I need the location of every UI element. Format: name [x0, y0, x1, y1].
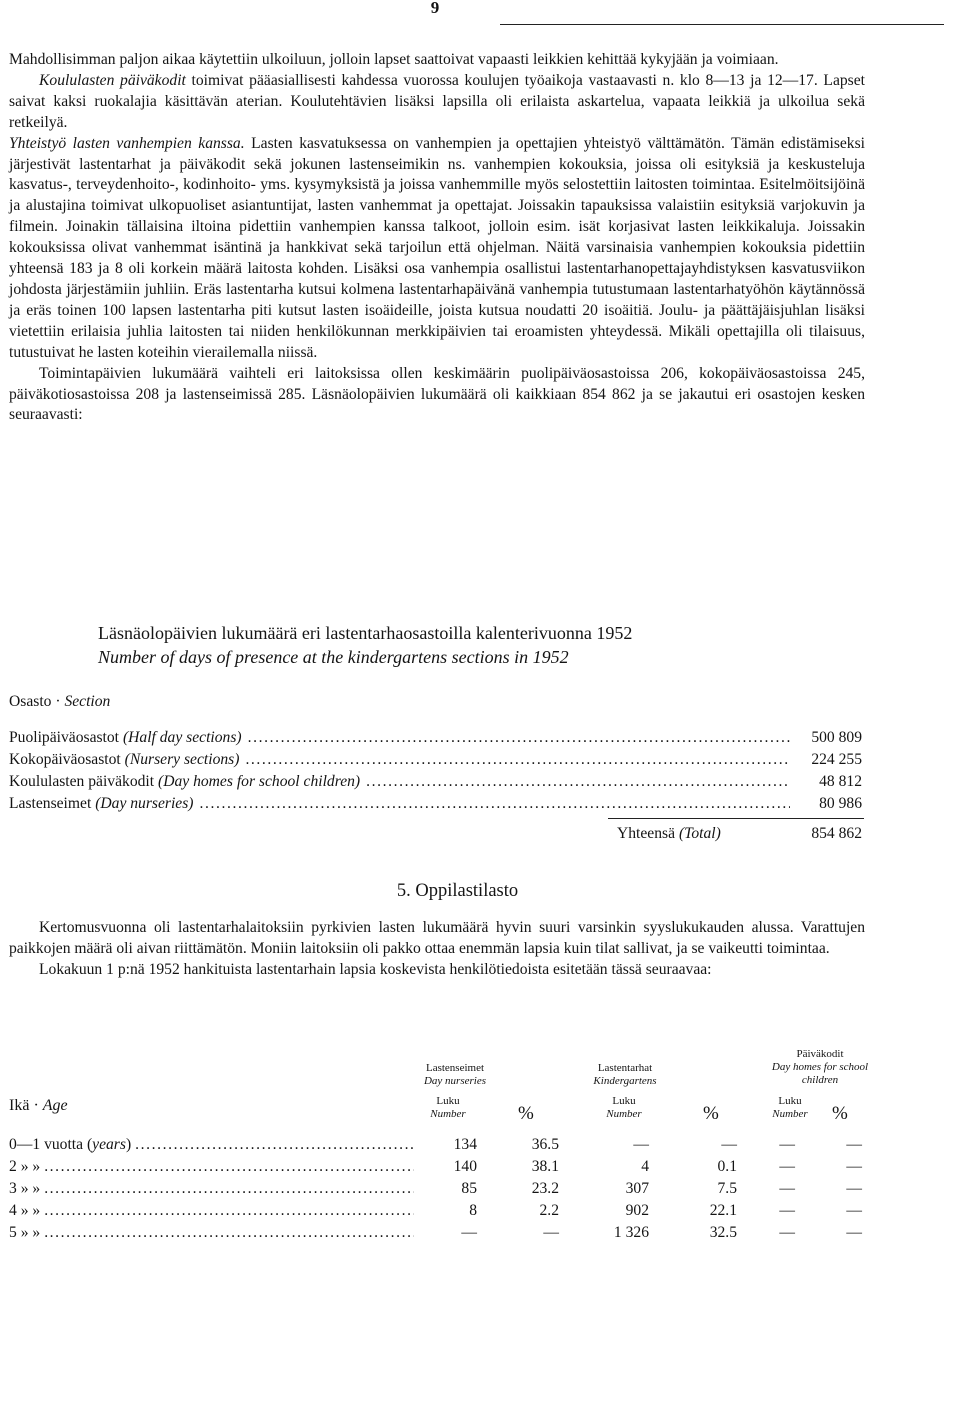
table2-cell-lp: 2.2	[539, 1202, 559, 1219]
table2-pct-header: %	[703, 1103, 719, 1124]
table2-cell-pp: —	[846, 1158, 862, 1175]
dot-leader	[242, 729, 790, 747]
table2-cell-pn: —	[779, 1158, 795, 1175]
table2-row	[9, 1180, 865, 1202]
table2-group-header-day-homes: Päiväkodit Day homes for school children	[771, 1048, 869, 1086]
paragraph-school-day-homes: Koululasten päiväkodit toimivat pääasiallisesti kahdessa vuorossa koulujen työaikoja vastaavasti n. klo 8—13 ja 12—17. Lapset saivat kaksi ruokalajia käsittävän aterian. Koulutehtävien lisäksi lapsilla oli erilaista askartelua, vapaata leikkiä ja ulkoilua sekä retkeilyä.	[9, 71, 865, 131]
table2-count-header: Luku Number	[772, 1095, 808, 1120]
table2-row	[9, 1224, 865, 1246]
dot-leader	[40, 1180, 414, 1198]
paragraph-operating-days: Toimintapäivien lukumäärä vaihteli eri laitoksissa ollen keskimäärin puolipäiväosastoissa 206, kokopäiväosastoissa 245, päiväkotiosastoissa 208 ja lastenseimissä 285. Läsnäolopäivien lukumäärä oli kaikkiaan 854 862 ja se jakautui eri osastojen kesken seuraavasti:	[9, 364, 865, 424]
table2-age-cell: 5 » » .....	[9, 1224, 414, 1242]
table2-cell-lp: 38.1	[531, 1158, 559, 1175]
table2-group-header-nurseries: Lastenseimet Day nurseries	[423, 1062, 487, 1087]
table2-cell-kn: —	[633, 1136, 649, 1153]
table2-cell-kp: 7.5	[717, 1180, 737, 1197]
intro-text	[9, 50, 865, 426]
table2-cell-lp: 36.5	[531, 1136, 559, 1153]
table1-row: Kokopäiväosastot (Nursery sections) ..... 224 255	[9, 751, 862, 773]
table2-age-cell: 2 » » .....	[9, 1158, 414, 1176]
dot-leader	[40, 1224, 414, 1242]
table2-cell-lp: 23.2	[531, 1180, 559, 1197]
header-rule	[500, 24, 944, 25]
table2-cell-ln: 8	[469, 1202, 477, 1219]
paragraph-demand: Kertomusvuonna oli lastentarhalaitoksiin pyrkivien lasten lukumäärä hyvin suuri varsinkin syyslukukauden alussa. Varattujen paikkojen määrä oli aivan riittämätön. Moniin laitoksiin oli pakko ottaa enemmän lapsia kuin tilat sallivat, ja se vaikeutti toimintaa.	[9, 919, 865, 957]
table2-cell-pp: —	[846, 1202, 862, 1219]
page-number: 9	[430, 0, 440, 17]
table2-cell-pp: —	[846, 1180, 862, 1197]
table2-age-cell: 3 » » .....	[9, 1180, 414, 1198]
table2-cell-kp: —	[721, 1136, 737, 1153]
table1-column-label: Osasto · Section	[9, 693, 111, 710]
table2-count-header: Luku Number	[606, 1095, 642, 1120]
section-text	[9, 917, 865, 980]
table2-cell-pp: —	[846, 1136, 862, 1153]
table2-cell-kp: 22.1	[709, 1202, 737, 1219]
table2-cell-kp: 0.1	[717, 1158, 737, 1175]
table2-cell-ln: —	[461, 1224, 477, 1241]
table2-cell-pn: —	[779, 1180, 795, 1197]
section-title: 5. Oppilastilasto	[396, 881, 519, 901]
table2-row	[9, 1202, 865, 1224]
table2-row	[9, 1158, 865, 1180]
table2-cell-pn: —	[779, 1202, 795, 1219]
table1-total-row: Yhteensä (Total) 854 862	[617, 825, 862, 842]
table2-cell-pn: —	[779, 1224, 795, 1241]
table2-cell-ln: 140	[453, 1158, 477, 1175]
table2-age-header: Ikä · Age	[9, 1097, 68, 1114]
paragraph-cooperation: Yhteistyö lasten vanhempien kanssa. Lasten kasvatuksessa on vanhempien ja opettajien yhteistyö välttämätön. Tämän edistämiseksi järjestivät lastentarhat ja päiväkodit sekä jokunen lastenseimikin ns. vanhempien kokouksia, joissa oli esityksiä ja keskusteluja kasvatus-, terveydenhoito-, kodinhoito- yms. kysymyksistä ja joissa vanhemmille myös selostettiin laitosten toimintaa. Esitelmöitsijöinä ja alustajina toimivat ulkopuoliset asiantuntijat, lasten vanhemmat ja opettajat. Joissakin tapauksissa valaistiin esityksiä varjokuvin ja filmein. Joinakin tällaisina iltoina pidettiin vanhempien kanssa talkoot, jolloin esim. isät korjasivat lasten leikkikaluja. Joissakin kokouksissa olivat vanhemmat isäntinä ja hankkivat sekä tarjoilun että ohjelman. Näitä varsinaisia vanhempien kokouksia pidettiin yhteensä 183 ja 8 oli korkein määrä laitosta kohden. Lisäksi osa vanhempia osallistui lastentarhanopettajayhdistyksen kasvatusviikon johdosta järjestämiin juhliin. Eräs lastentarha kutsui kolmena lastentarhapäivänä vanhempia tutustumaan lastentarhatyöhön käytännössä ja eräs toinen 100 lapsen lastentarha piti kutsut lasten isoäideille, joista kutsua noudatti 20 isoäitiä. Joulu- ja päättäjäisjuhlan lisäksi vietettiin erilaisia juhlia laitosten tai niiden henkilökunnan merkkipäivien tai eroamisten yhteydessä. Mikäli opettajilla oli tilaisuus, tutustuivat he lasten koteihin vierailemalla niissä.	[9, 134, 866, 361]
table1-title-fi: Läsnäolopäivien lukumäärä eri lastentarhaosastoilla kalenterivuonna 1952	[98, 623, 633, 643]
table2-cell-ln: 85	[461, 1180, 477, 1197]
total-rule	[608, 818, 864, 819]
table2-cell-kn: 1 326	[613, 1224, 649, 1241]
dot-leader	[239, 751, 790, 769]
table2-cell-pp: —	[846, 1224, 862, 1241]
table2-cell-kn: 4	[641, 1158, 649, 1175]
paragraph-outdoor: Mahdollisimman paljon aikaa käytettiin ulkoiluun, jolloin lapset saattoivat vapaasti leikkien kehittää kykyjään ja voimiaan.	[9, 51, 779, 68]
table2-cell-pn: —	[779, 1136, 795, 1153]
dot-leader	[40, 1158, 414, 1176]
table2-pct-header: %	[832, 1103, 848, 1124]
table2-cell-kp: 32.5	[709, 1224, 737, 1241]
table2-cell-lp: —	[543, 1224, 559, 1241]
dot-leader	[194, 795, 791, 813]
table1-title-en: Number of days of presence at the kindergartens sections in 1952	[98, 647, 569, 667]
table1-row: Koululasten päiväkodit (Day homes for school children) ..... 48 812	[9, 773, 862, 795]
table2-cell-ln: 134	[453, 1136, 477, 1153]
table2-row	[9, 1136, 865, 1158]
table2-cell-kn: 307	[625, 1180, 649, 1197]
dot-leader	[40, 1202, 414, 1220]
dot-leader	[360, 773, 790, 791]
table1-total-value: 854 862	[811, 825, 862, 842]
table1-row: Lastenseimet (Day nurseries) ..... 80 986	[9, 795, 862, 817]
table2-count-header: Luku Number	[430, 1095, 466, 1120]
paragraph-october: Lokakuun 1 p:nä 1952 hankituista lastentarhain lapsia koskevista henkilötiedoista esitetään tässä seuraavaa:	[39, 961, 712, 978]
table2-pct-header: %	[518, 1103, 534, 1124]
table2-cell-kn: 902	[625, 1202, 649, 1219]
table2-age-cell: 4 » » .....	[9, 1202, 414, 1220]
table1-row: Puolipäiväosastot (Half day sections) ..... 500 809	[9, 729, 862, 751]
table2-group-header-kindergartens: Lastentarhat Kindergartens	[593, 1062, 657, 1087]
table2-age-cell: 0—1 vuotta (years) .....	[9, 1136, 414, 1154]
dot-leader	[131, 1136, 414, 1154]
